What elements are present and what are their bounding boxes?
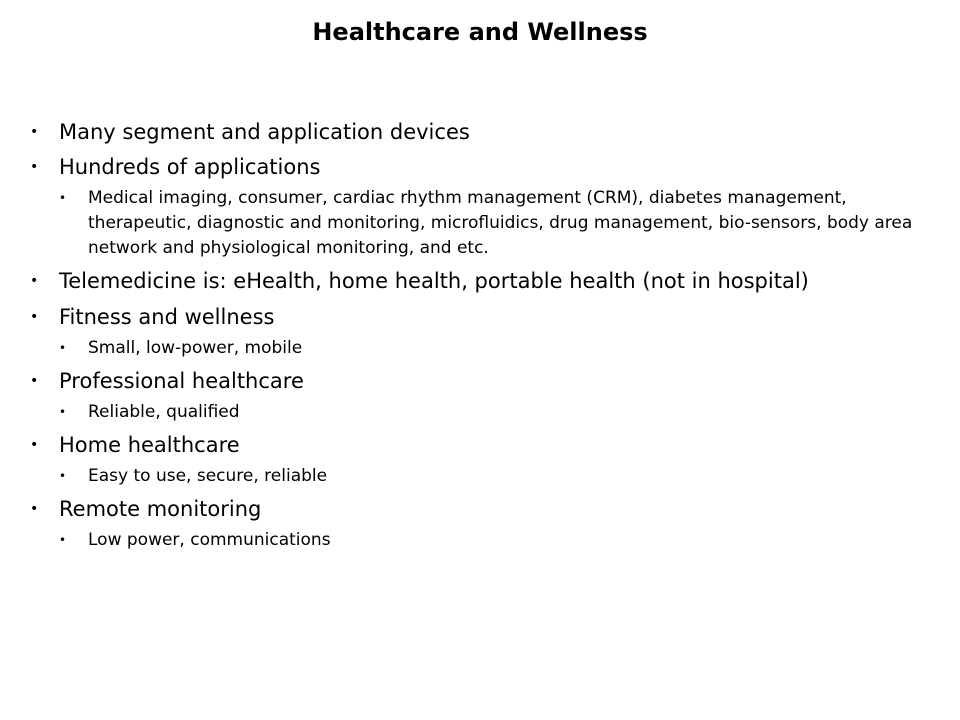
- sub-list-item-text: Reliable, qualified: [88, 401, 240, 422]
- sub-list-item: [30, 464, 935, 489]
- bullet-icon: •: [30, 500, 39, 517]
- sub-list-item: [30, 400, 935, 425]
- bullet-icon: •: [59, 404, 67, 419]
- list-item-text: Remote monitoring: [59, 496, 262, 521]
- bullet-icon: •: [30, 273, 39, 289]
- list-item: [30, 115, 935, 149]
- sub-list-item: [30, 186, 935, 261]
- list-item: [30, 264, 935, 298]
- list-item-text: Many segment and application devices: [59, 119, 470, 144]
- bullet-list: [30, 113, 935, 556]
- list-item: [30, 300, 935, 334]
- bullet-icon: •: [59, 340, 67, 355]
- list-item-text: Home healthcare: [59, 432, 240, 457]
- list-item-text: Telemedicine is: eHealth, home health, portable health (not in hospital): [59, 269, 809, 293]
- list-item: [30, 492, 935, 526]
- list-item: [30, 428, 935, 462]
- sub-list-item-text: Small, low-power, mobile: [88, 337, 303, 358]
- bullet-icon: •: [59, 468, 67, 483]
- bullet-icon: •: [30, 123, 39, 140]
- slide-title: Healthcare and Wellness: [312, 18, 648, 46]
- bullet-icon: •: [30, 372, 39, 389]
- sub-list-item: [30, 336, 935, 361]
- list-item: [30, 150, 935, 184]
- bullet-icon: •: [59, 191, 67, 205]
- list-item-text: Hundreds of applications: [59, 155, 321, 179]
- sub-list-item: [30, 528, 935, 553]
- bullet-icon: •: [30, 308, 39, 325]
- list-item-text: Fitness and wellness: [59, 304, 275, 329]
- bullet-icon: •: [59, 532, 67, 547]
- list-item: [30, 364, 935, 398]
- bullet-icon: •: [30, 159, 39, 175]
- sub-list-item-text: Medical imaging, consumer, cardiac rhythm management (CRM), diabetes management, therapeutic, diagnostic and monitoring, microfluidics, drug management, bio-sensors, body area network and physiological monitoring, and etc.: [88, 188, 913, 258]
- list-item-text: Professional healthcare: [59, 368, 304, 393]
- sub-list-item-text: Low power, communications: [88, 529, 331, 550]
- bullet-icon: •: [30, 436, 39, 453]
- sub-list-item-text: Easy to use, secure, reliable: [88, 465, 328, 486]
